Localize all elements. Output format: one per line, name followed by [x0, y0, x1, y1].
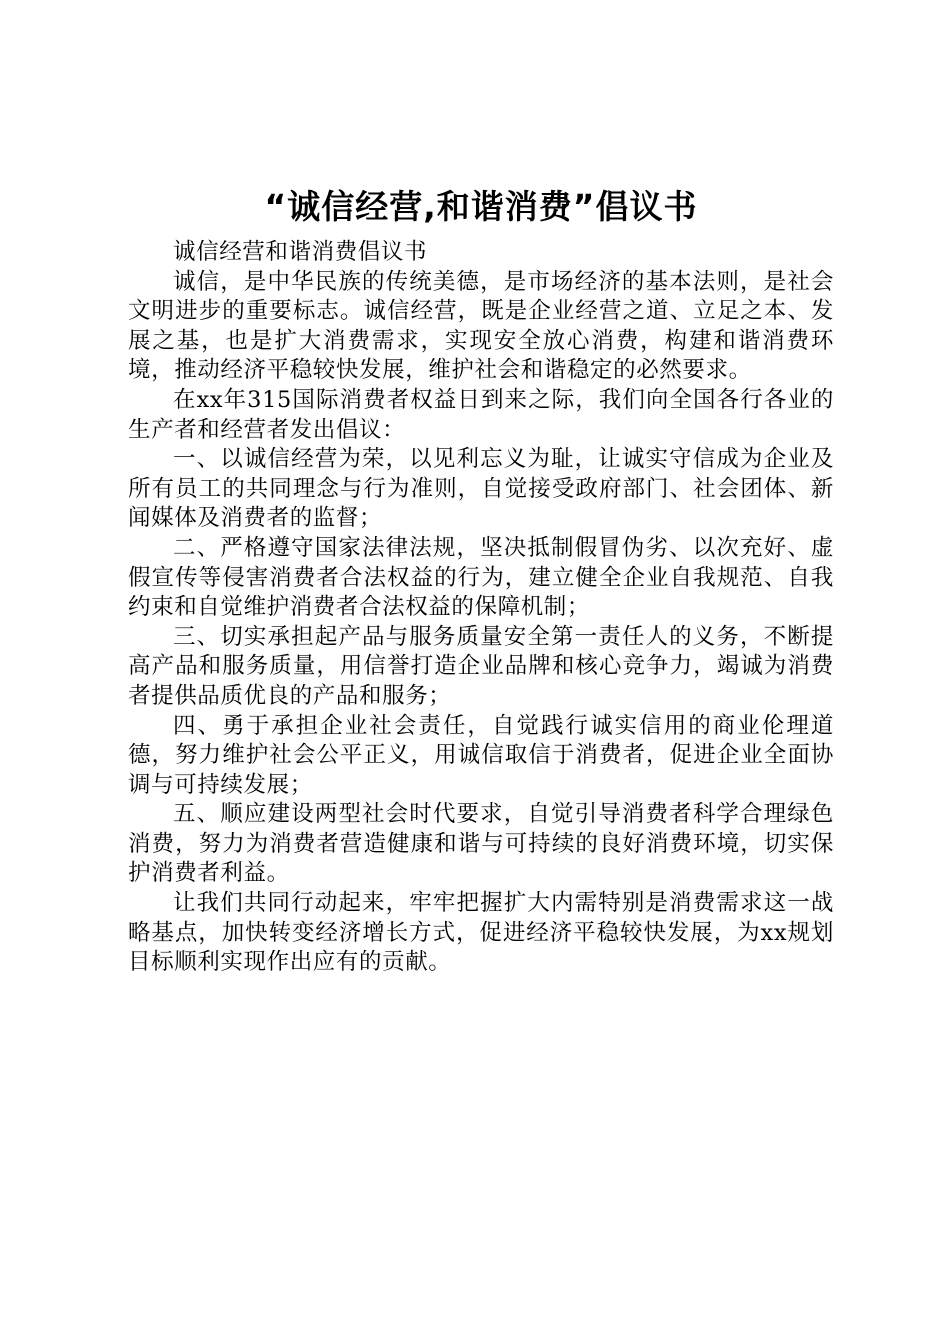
- subtitle-paragraph: 诚信经营和谐消费倡议书: [173, 239, 428, 265]
- closing-paragraph: 让我们共同行动起来，牢牢把握扩大内需特别是消费需求这一战略基点，加快转变经济增长方式，促进经济平稳较快发展，为xx规划目标顺利实现作出应有的贡献。: [128, 890, 834, 976]
- document-page: [128, 182, 834, 978]
- document-body: [128, 238, 834, 978]
- proposal-item-4: 四、勇于承担企业社会责任，自觉践行诚实信用的商业伦理道德，努力维护社会公平正义，用诚信取信于消费者，促进企业全面协调与可持续发展；: [128, 712, 834, 798]
- intro-paragraph: 诚信，是中华民族的传统美德，是市场经济的基本法则，是社会文明进步的重要标志。诚信经营，既是企业经营之道、立足之本、发展之基，也是扩大消费需求，实现安全放心消费，构建和谐消费环境，推动经济平稳较快发展，维护社会和谐稳定的必然要求。: [128, 268, 834, 384]
- proposal-item-5: 五、顺应建设两型社会时代要求，自觉引导消费者科学合理绿色消费，努力为消费者营造健康和谐与可持续的良好消费环境，切实保护消费者利益。: [128, 801, 834, 887]
- proposal-item-1: 一、以诚信经营为荣，以见利忘义为耻，让诚实守信成为企业及所有员工的共同理念与行为准则，自觉接受政府部门、社会团体、新闻媒体及消费者的监督；: [128, 446, 834, 532]
- occasion-paragraph: 在xx年315国际消费者权益日到来之际，我们向全国各行各业的生产者和经营者发出倡议：: [128, 386, 834, 443]
- document-title: “诚信经营,和谐消费”倡议书: [264, 187, 698, 226]
- proposal-item-3: 三、切实承担起产品与服务质量安全第一责任人的义务，不断提高产品和服务质量，用信誉打造企业品牌和核心竞争力，竭诚为消费者提供品质优良的产品和服务；: [128, 623, 834, 709]
- proposal-item-2: 二、严格遵守国家法律法规，坚决抵制假冒伪劣、以次充好、虚假宣传等侵害消费者合法权益的行为，建立健全企业自我规范、自我约束和自觉维护消费者合法权益的保障机制；: [128, 534, 834, 621]
